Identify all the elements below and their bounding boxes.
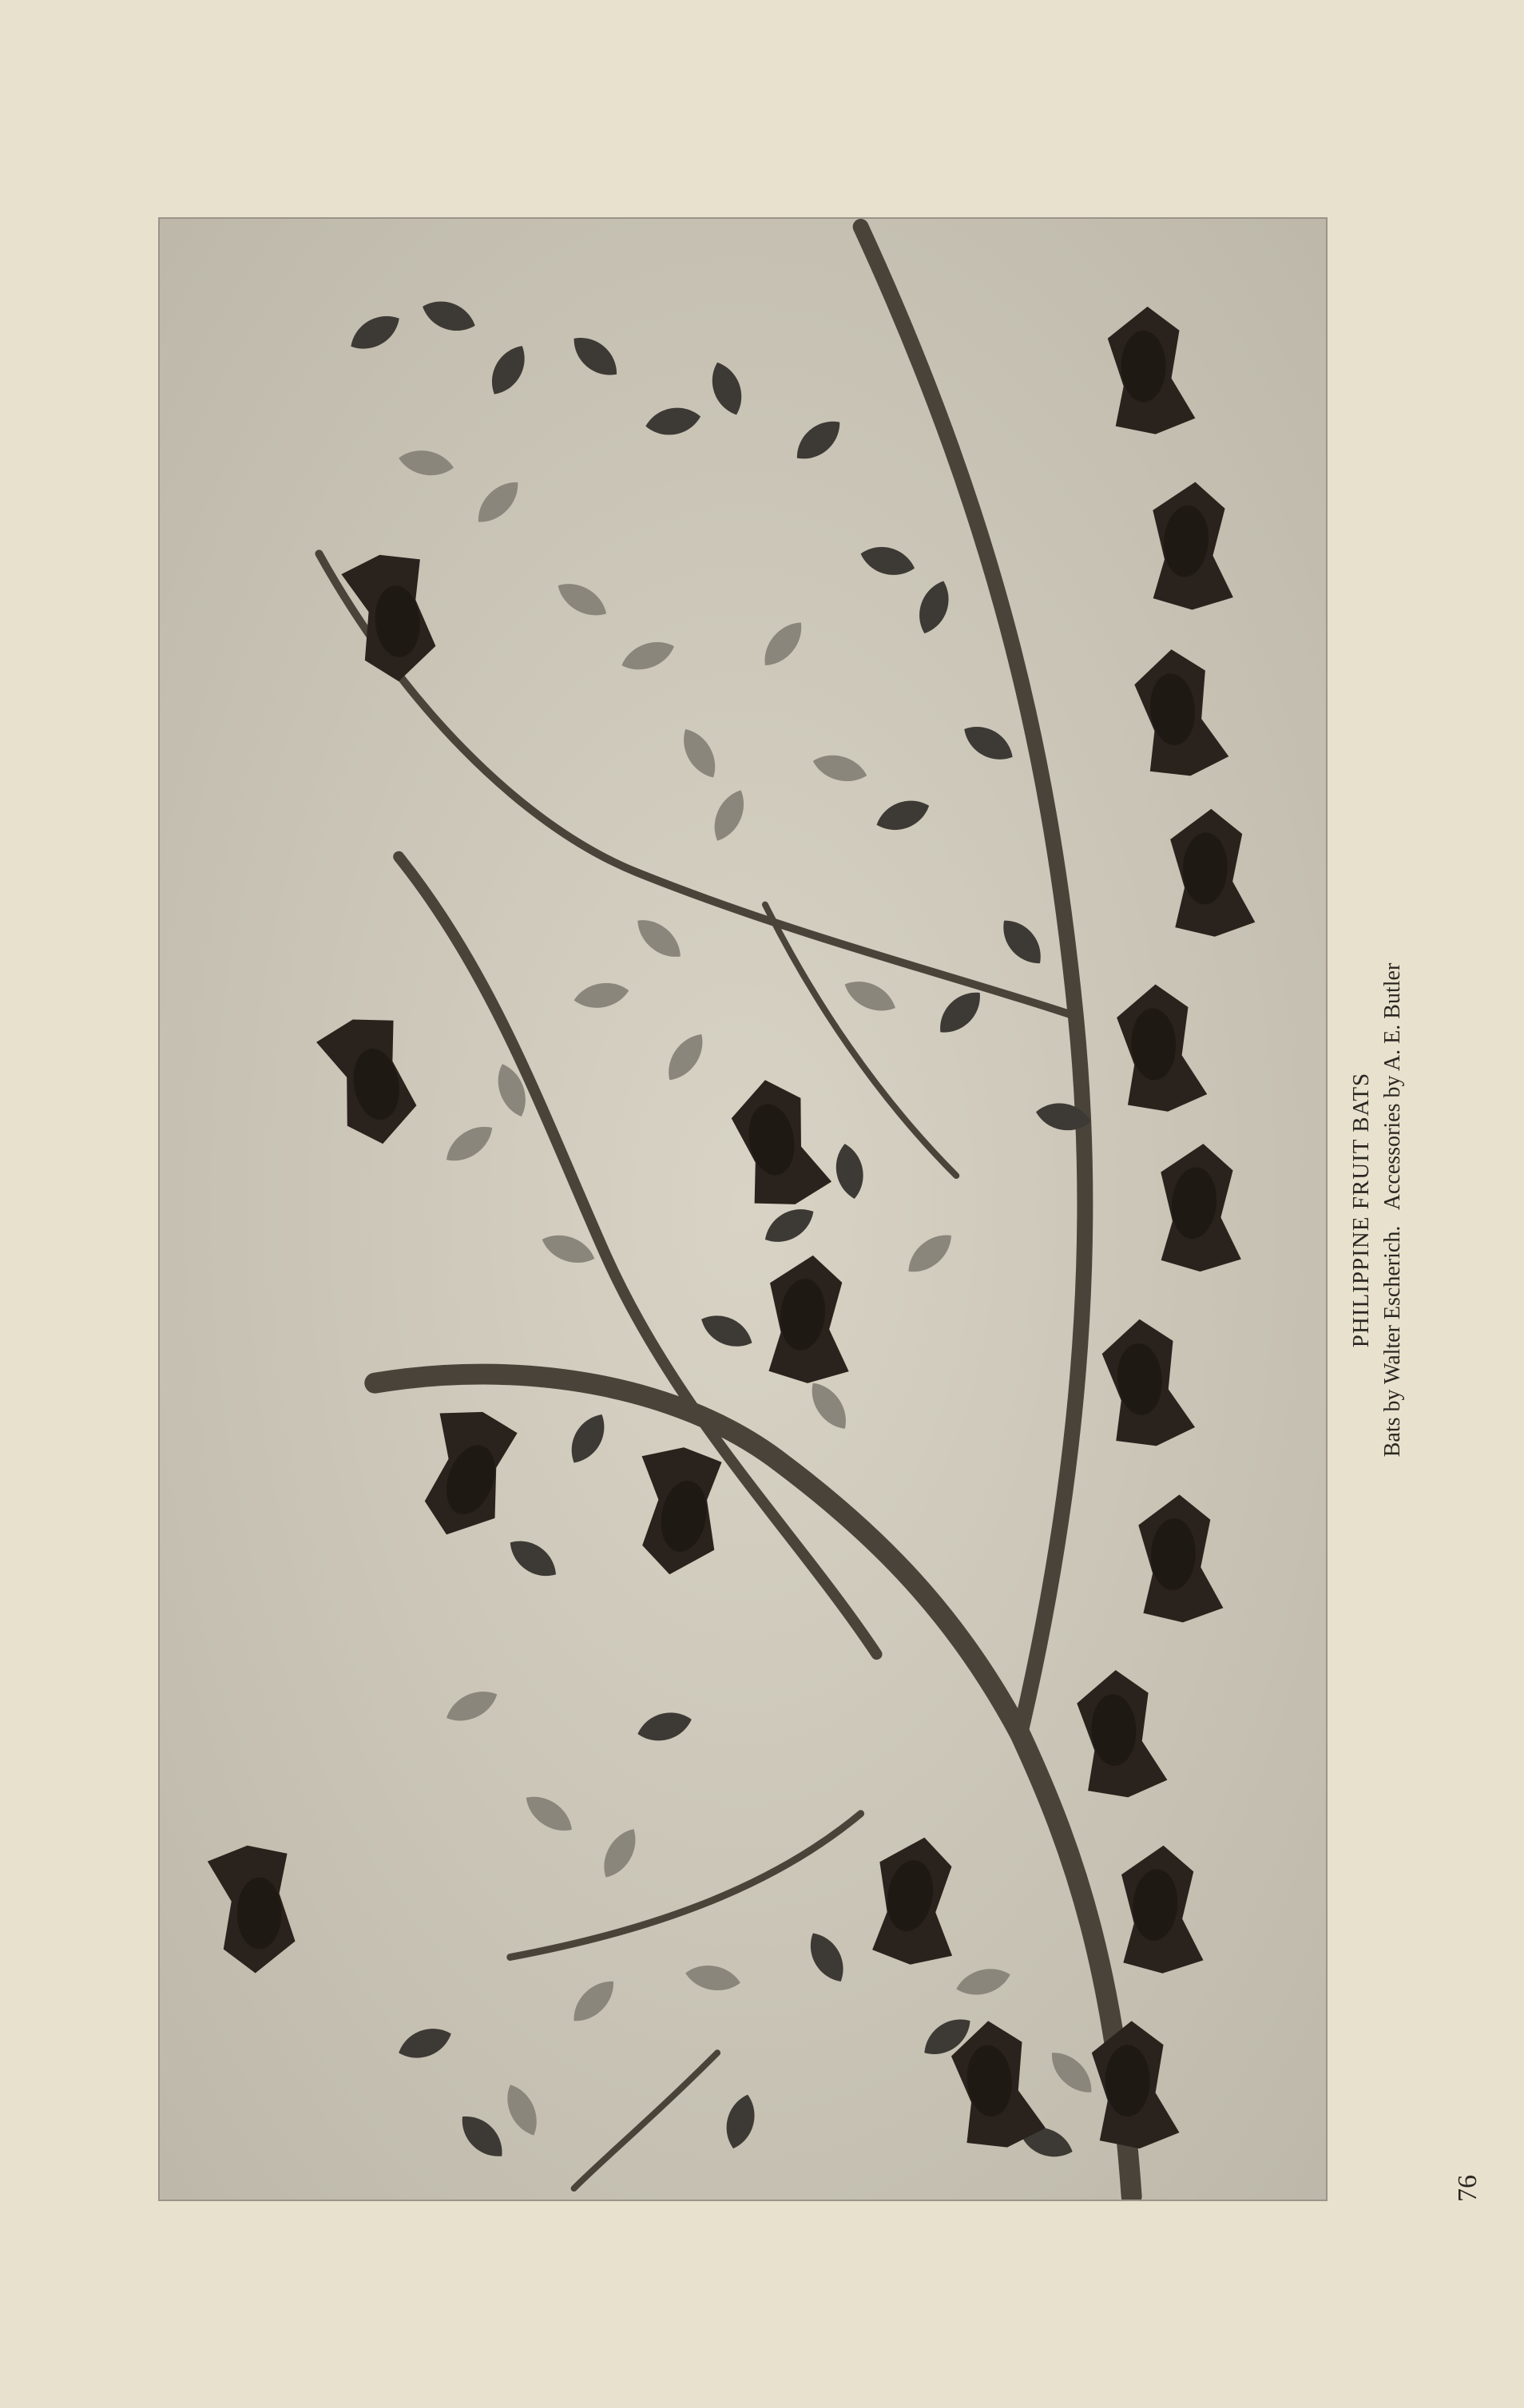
caption-credit: Bats by Walter Escherich. Accessories by A. E. Butler [1380, 962, 1405, 1458]
fruit-bats-photograph [158, 217, 1328, 2201]
caption-title: PHILIPPINE FRUIT BATS [1348, 1072, 1374, 1348]
page-number-text: 76 [1453, 2175, 1482, 2202]
photograph-illustration [160, 219, 1326, 2200]
